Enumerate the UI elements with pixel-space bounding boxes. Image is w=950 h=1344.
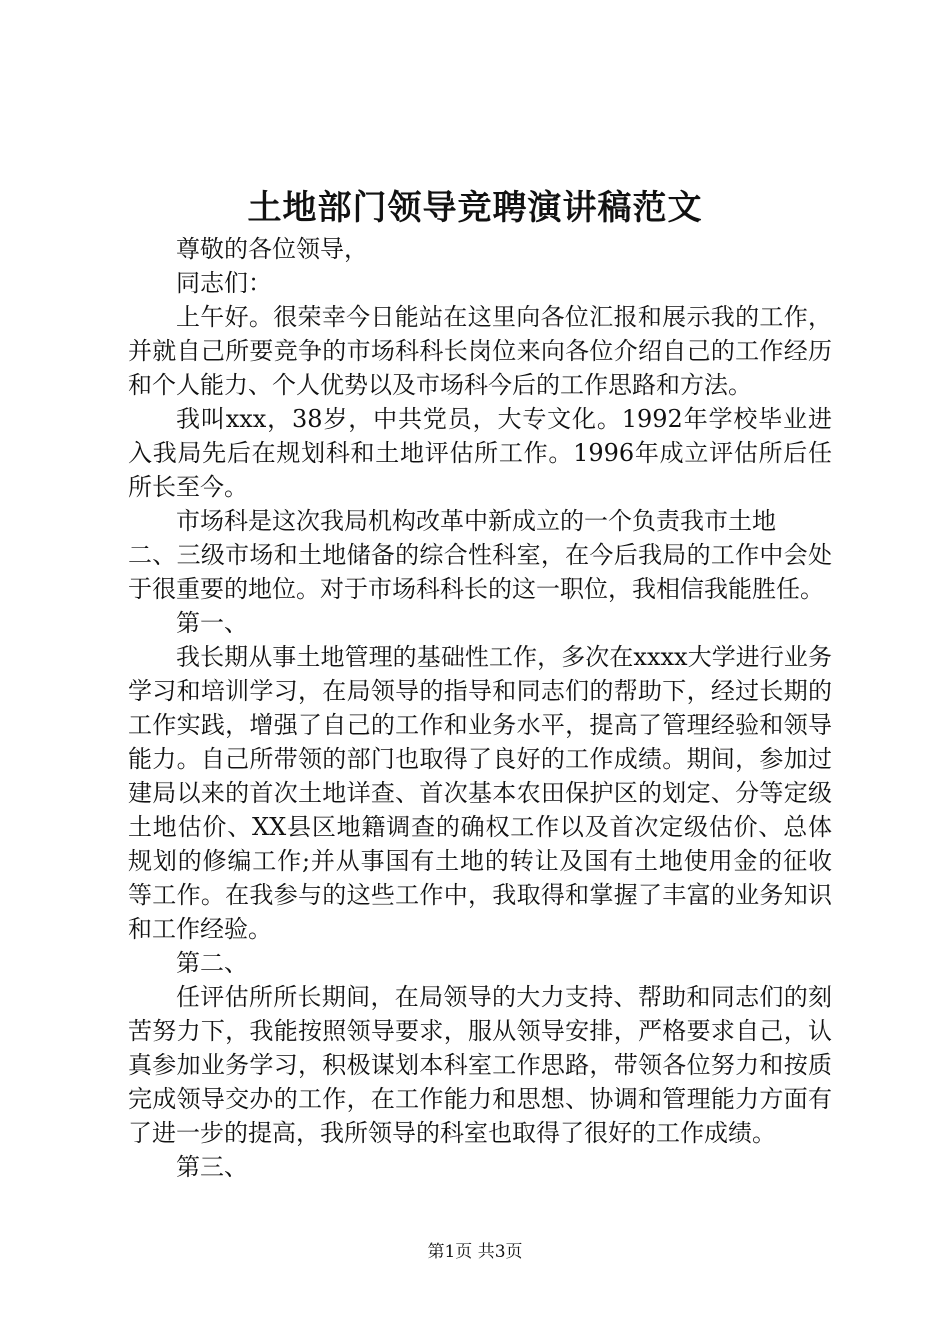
paragraph: 尊敬的各位领导， — [176, 235, 368, 263]
paragraph: 第二、 — [176, 949, 248, 977]
paragraph: 任评估所所长期间，在局领导的大力支持、帮助和同志们的刻苦努力下，我能按照领导要求，服从领导安排，严格要求自己，认真参加业务学习，积极谋划本科室工作思路，带领各位努力和按质完成领导交办的工作，在工作能力和思想、协调和管理能力方面有了进一步的提高，我所领导的科室也取得了很好的工作成绩。 — [128, 983, 832, 1147]
paragraph: 市场科是这次我局机构改革中新成立的一个负责我市土地 — [176, 507, 776, 535]
paragraph: 我长期从事土地管理的基础性工作，多次在xxxx大学进行业务学习和培训学习，在局领导的指导和同志们的帮助下，经过长期的工作实践，增强了自己的工作和业务水平，提高了管理经验和领导能力。自己所带领的部门也取得了良好的工作成绩。期间，参加过建局以来的首次土地详查、首次基本农田保护区的划定、分等定级土地估价、XX县区地籍调查的确权工作以及首次定级估价、总体规划的修编工作;并从事国有土地的转让及国有土地使用金的征收等工作。在我参与的这些工作中，我取得和掌握了丰富的业务知识和工作经验。 — [128, 643, 832, 943]
document-title: 土地部门领导竞聘演讲稿范文 — [247, 188, 703, 228]
paragraph: 二、三级市场和土地储备的综合性科室，在今后我局的工作中会处于很重要的地位。对于市场科科长的这一职位，我相信我能胜任。 — [128, 541, 832, 603]
page-footer: 第1页 共3页 — [427, 1242, 523, 1262]
document-body — [128, 232, 832, 1184]
paragraph: 同志们： — [176, 269, 272, 297]
paragraph: 第一、 — [176, 609, 248, 637]
paragraph: 第三、 — [176, 1153, 248, 1181]
paragraph: 上午好。很荣幸今日能站在这里向各位汇报和展示我的工作，并就自己所要竞争的市场科科长岗位来向各位介绍自己的工作经历和个人能力、个人优势以及市场科今后的工作思路和方法。 — [128, 303, 832, 399]
paragraph: 我叫xxx，38岁，中共党员，大专文化。1992年学校毕业进入我局先后在规划科和土地评估所工作。1996年成立评估所后任所长至今。 — [128, 405, 832, 501]
